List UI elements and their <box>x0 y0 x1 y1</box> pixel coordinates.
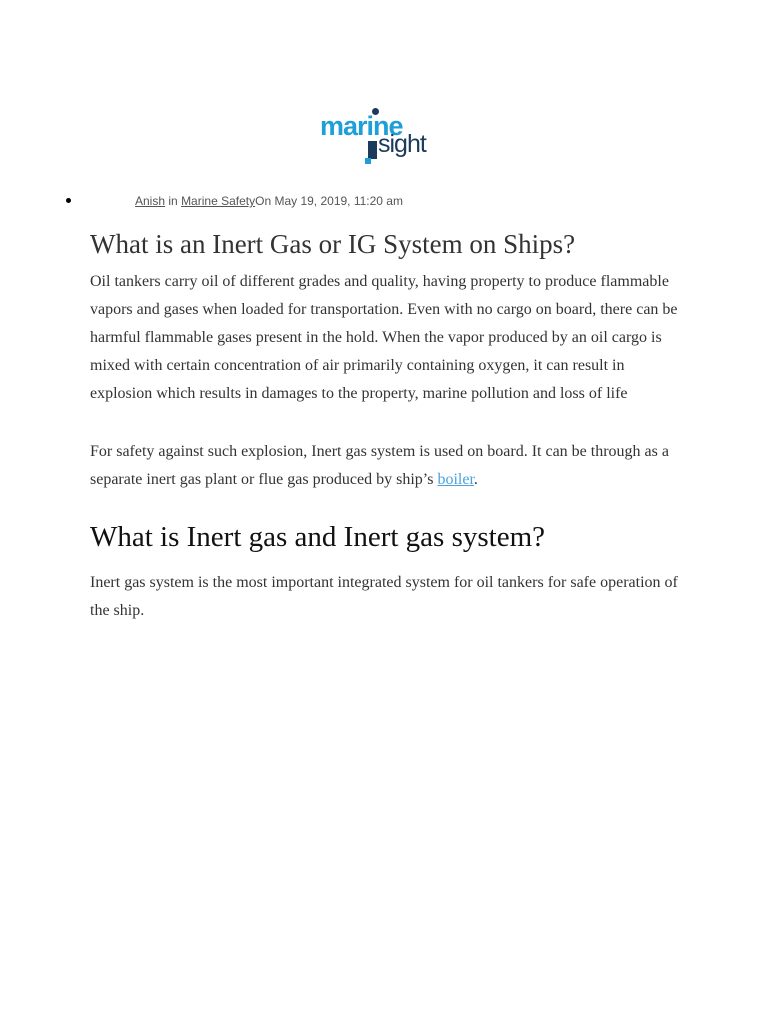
author-link[interactable]: Anish <box>135 194 166 208</box>
section-heading: What is Inert gas and Inert gas system? <box>90 521 545 553</box>
paragraph-2-text: For safety against such explosion, Inert gas system is used on board. It can be through as a separate inert gas plant or flue gas produced by ship’s <box>90 443 669 488</box>
article-paragraph-1: Oil tankers carry oil of different grades and quality, having property to produce flammable vapors and gases when loaded for transportation. Even with no cargo on board, there can be harmful flammable gases present in the hold. When the vapor produced by an oil cargo is mixed with certain concentration of air primarily containing oxygen, it can result in explosion which results in damages to the property, marine pollution and loss of life <box>90 273 678 402</box>
list-bullet <box>66 198 71 203</box>
logo-word-sight: sight <box>378 130 426 158</box>
meta-in-text: in <box>168 194 178 208</box>
article-content <box>90 226 690 625</box>
article-paragraph-3: Inert gas system is the most important integrated system for oil tankers for safe operation of the ship. <box>90 574 678 619</box>
category-link[interactable]: Marine Safety <box>181 194 256 208</box>
article-paragraph-2 <box>90 438 690 494</box>
paragraph-2-end: . <box>473 471 478 488</box>
logo-square <box>365 158 371 164</box>
post-meta-text <box>135 193 403 209</box>
marine-insight-logo[interactable] <box>320 108 450 164</box>
logo-word-marine: marine <box>320 111 403 141</box>
logo-in-mark <box>368 141 377 159</box>
post-date: On May 19, 2019, 11:20 am <box>255 194 403 208</box>
boiler-link[interactable]: boiler <box>437 471 474 488</box>
article-title: What is an Inert Gas or IG System on Ships? <box>90 229 576 259</box>
